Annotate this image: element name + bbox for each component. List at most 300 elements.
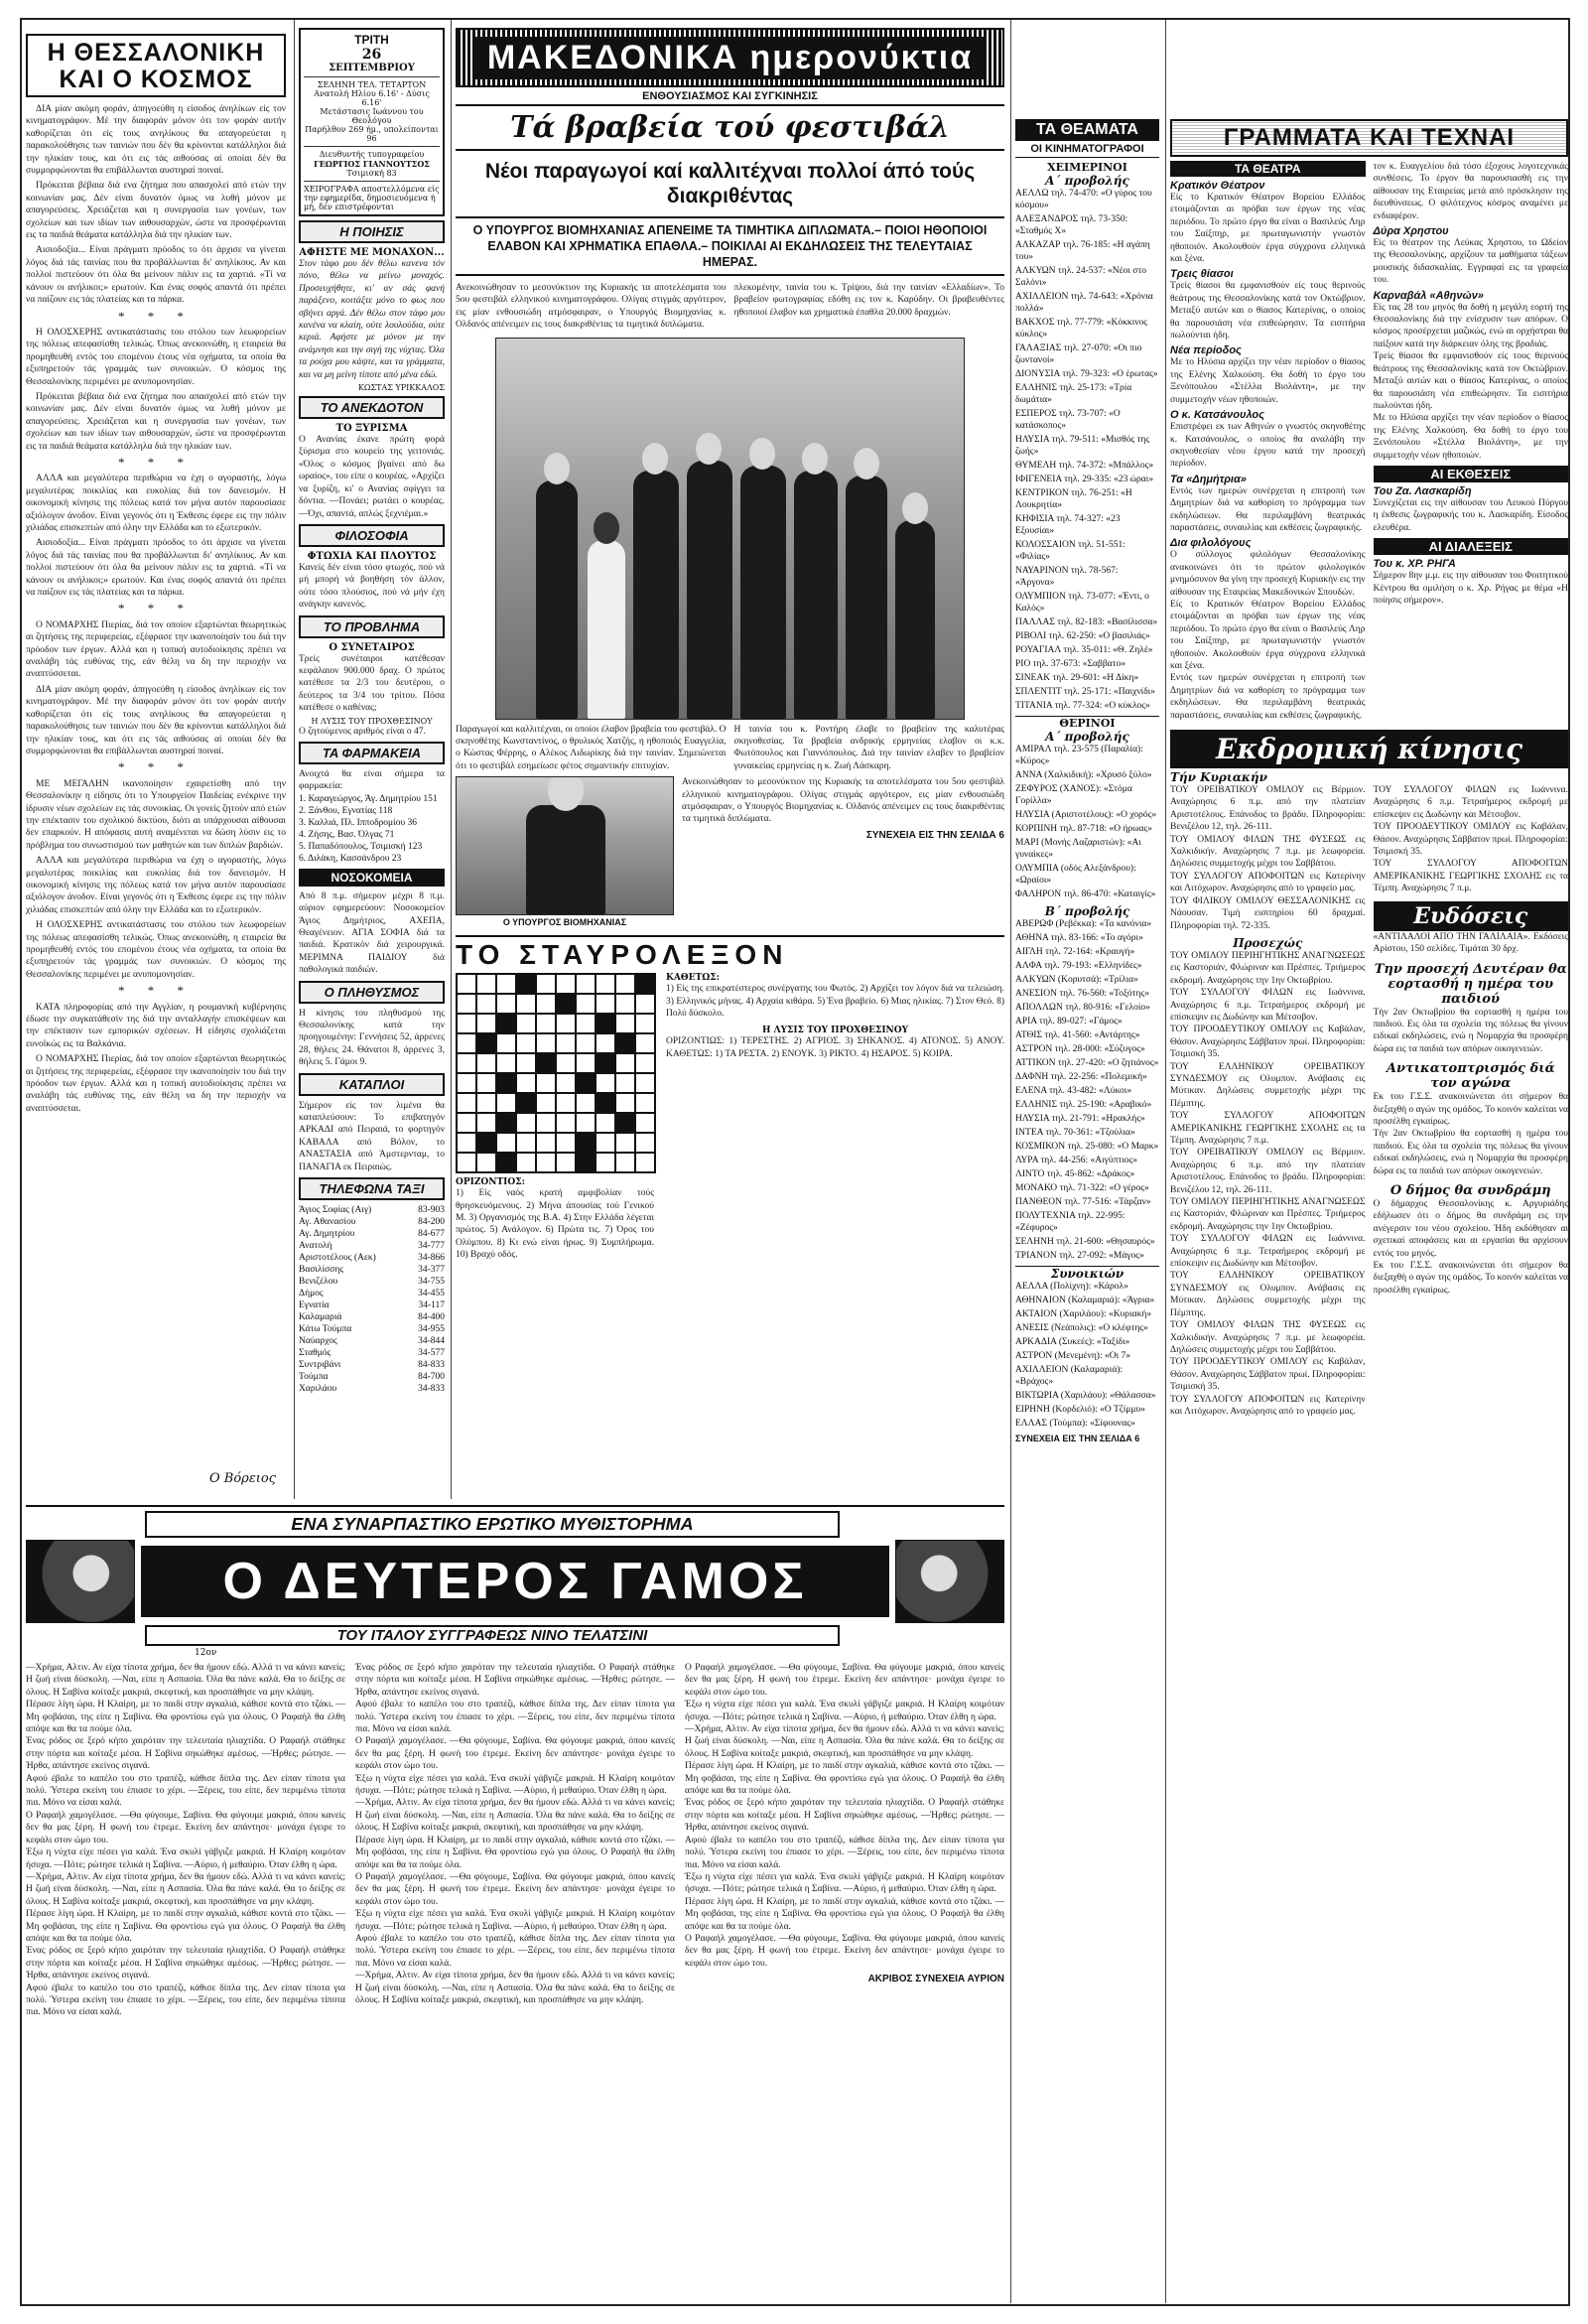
crossword-cell[interactable] bbox=[635, 1014, 655, 1033]
story-continued: ΣΥΝΕΧΕΙΑ ΕΙΣ ΤΗΝ ΣΕΛΙΔΑ 6 bbox=[865, 829, 1004, 841]
taxi-row bbox=[299, 1204, 445, 1216]
crossword-cell bbox=[516, 1093, 536, 1113]
crossword-cell[interactable] bbox=[556, 1133, 576, 1153]
crossword-cell[interactable] bbox=[576, 974, 596, 994]
excursion-item: ΤΟΥ ΣΥΛΛΟΓΟΥ ΑΠΟΦΟΙΤΩΝ εις Κατερίνην και Λιτόχωρον. Αναχώρησις από το γραφείο μας. bbox=[1170, 1394, 1366, 1417]
crossword-cell[interactable] bbox=[496, 1133, 516, 1153]
excursion-item: ΤΟΥ ΟΜΙΛΟΥ ΦΙΛΩΝ ΤΗΣ ΦΥΣΕΩΣ εις Χαλκιδικήν. Αναχώρησις 7 π.μ. με λεωφορεία. Δηλώσεις συμμετοχής μέχρι του Σαββάτου. bbox=[1170, 834, 1366, 870]
excursion-item: ΤΟΥ ΣΥΛΛΟΓΟΥ ΑΠΟΦΟΙΤΩΝ ΑΜΕΡΙΚΑΝΙΚΗΣ ΓΕΩΡΓΙΚΗΣ ΣΧΟΛΗΣ εις τα Τέμπη. Αναχώρησις 7 π.μ. bbox=[1373, 859, 1568, 894]
novel-author: ΤΟΥ ΙΤΑΛΟΥ ΣΥΓΓΡΑΦΕΩΣ ΝΙΝΟ ΤΕΛΑΤΣΙΝΙ bbox=[145, 1625, 840, 1646]
exhibitions-title: ΑΙ ΕΚΘΕΣΕΙΣ bbox=[1374, 466, 1569, 482]
taxi-stand-name: Κάτω Τούμπα bbox=[299, 1324, 352, 1335]
crossword-cell[interactable] bbox=[496, 974, 516, 994]
summer-first-run: Α΄ προβολής bbox=[1045, 730, 1129, 744]
novel-text: —Χρήμα, Αλτιν. Αν είχα τίποτα χρήμα, δεν θα ήμουν εδώ. Αλλά τι να κάνει κανείς; Η ζωή είναι δύσκολη. —Ναι, είπε η Ασπασία. Όλα θα πάνε καλά. Θα το δείξης σε όλους. Η Σαβίνα κοίταξε μακριά, σκεφτική, και προσπάθησε να μην κλάψη. bbox=[685, 1724, 1004, 1759]
population-title: Ο ΠΛΗΘΥΣΜΟΣ bbox=[299, 981, 445, 1004]
cinema-listing: ΣΠΛΕΝΤΙΤ τηλ. 25-171: «Παιχνίδι» bbox=[1015, 687, 1155, 697]
cinema-listing: ΦΑΛΗΡΟΝ τηλ. 86-470: «Καταιγίς» bbox=[1015, 889, 1156, 899]
taxi-phone: 34-755 bbox=[418, 1277, 445, 1288]
left-column bbox=[26, 20, 286, 1499]
crossword-cell[interactable] bbox=[576, 994, 596, 1014]
printer-name: ΓΕΩΡΓΙΟΣ ΓΙΑΝΝΟΥΤΣΟΣ bbox=[314, 159, 430, 169]
arts-text: τον κ. Ευαγγελίου διά τόσο έξοχους λογοτεχνικάς συνθέσεις. Το έργον θα παρουσιασθή εις την αίθουσαν της Εταιρείας μετά από πρόσκλησιν της διευθύνσεως. Ο φιλότεχνος κόσμος αναμένει με ενδιαφέρον. bbox=[1373, 162, 1568, 221]
crossword-cell[interactable] bbox=[516, 1153, 536, 1172]
crossword-cell[interactable] bbox=[496, 1093, 516, 1113]
hospitals-text: Από 8 π.μ. σήμερον μέχρι 8 π.μ. αύριον εφημερεύουν: Νοσοκομείον Άγιος Δημήτριος, ΑΧΕΠΑ, Θεαγένειον. ΑΓΙΑ ΣΟΦΙΑ διά τα παιδιά. Κρατικόν διά χειρουργικά. ΜΕΡΙΜΝΑ ΠΑΙΔΙΟΥ διά παθολογικά παιδιών. bbox=[299, 890, 445, 976]
story-column-3: Παραγωγοί και καλλιτέχναι, οι οποίοι έλαβον βραβεία του φεστιβάλ. Ο σκηνοθέτης Κωνσταντίνος, ο θρυλικός Χατζής, η ηθοποιός Ευαγγελία, ο Κώστας Φέρρης, ο Αλέκος Λιδωρίκης διά την ταινίαν. Σημειώνεται ότι το φεστιβάλ εσημείωσε φέτος σημαντικήν επιτυχίαν. bbox=[456, 724, 727, 771]
crossword-cell[interactable] bbox=[536, 1133, 556, 1153]
moon-phase: ΣΕΛΗΝΗ ΤΕΛ. ΤΕΤΑΡΤΟΝ bbox=[317, 80, 427, 89]
crossword-cell bbox=[496, 1113, 516, 1133]
masthead-banner bbox=[456, 28, 1004, 87]
pharmacy-item: 5. Παπαδόπουλος, Τσιμισκή 123 bbox=[299, 841, 423, 852]
arts-heading: Δύρα Χρηστου bbox=[1373, 225, 1449, 238]
crossword-cell[interactable] bbox=[476, 974, 496, 994]
crossword-cell[interactable] bbox=[457, 1093, 476, 1113]
cinema-listing: ΑΣΤΡΟΝ (Μενεμένη): «Οι 7» bbox=[1015, 1351, 1131, 1361]
taxi-row bbox=[299, 1252, 445, 1264]
cinemas-first-run: Α΄ προβολής bbox=[1045, 174, 1129, 188]
cinema-listing: ΑΘΗΝΑ τηλ. 83-166: «Το αγόρι» bbox=[1015, 933, 1143, 943]
taxi-row bbox=[299, 1276, 445, 1288]
excursion-item: ΤΟΥ ΣΥΛΛΟΓΟΥ ΦΙΛΩΝ εις Ιωάννινα. Αναχώρησις 6 π.μ. Τετραήμερος εκδρομή με επίσκεψιν εις Δωδώνην και Μέτσοβον. bbox=[1170, 988, 1366, 1023]
saint-of-day: Μετάστασις Ιωάννου του Θεολόγου bbox=[320, 107, 424, 125]
crossword-cell[interactable] bbox=[615, 1073, 635, 1093]
editorial-paragraph: ΚΑΤΑ πληροφορίας από την Αγγλίαν, η ρουμανική κυβέρνησις έδωσε την συγκατάθεσίν της διά την ανταλλαγήν επισκέψεων και την επέκτασιν των εμπορικών σχέσεων. Η είδησις σχολιάζεται ευνοϊκώς εις τα Βαλκάνια. bbox=[26, 1002, 286, 1049]
crossword-cell[interactable] bbox=[576, 1053, 596, 1073]
crossword-cell bbox=[576, 1133, 596, 1153]
story-deck: Ο ΥΠΟΥΡΓΟΣ ΒΙΟΜΗΧΑΝΙΑΣ ΑΠΕΝΕΙΜΕ ΤΑ ΤΙΜΗΤΙΚΑ ΔΙΠΛΩΜΑΤΑ.– ΠΟΙΟΙ ΗΘΟΠΟΙΟΙ ΕΛΑΒΟΝ ΚΑΙ ΧΡΗΜΑΤΙΚΑ ΕΠΑΘΛΑ.– ΠΟΙΚΙΛΑΙ ΑΙ ΕΚΔΗΛΩΣΕΙΣ ΤΗΣ ΤΕΛΕΥΤΑΙΑΣ ΗΜΕΡΑΣ. bbox=[456, 216, 1004, 276]
crossword-cell[interactable] bbox=[476, 1093, 496, 1113]
novel-text: —Χρήμα, Αλτιν. Αν είχα τίποτα χρήμα, δεν θα ήμουν εδώ. Αλλά τι να κάνει κανείς; Η ζωή είναι δύσκολη. —Ναι, είπε η Ασπασία. Όλα θα πάνε καλά. Θα το δείξης σε όλους. Η Σαβίνα κοίταξε μακριά, σκεφτική, και προσπάθησε να μην κλάψη. bbox=[26, 1663, 345, 1698]
cinema-listing: ΗΛΥΣΙΑ τηλ. 21-791: «Ηρακλής» bbox=[1015, 1114, 1145, 1124]
cinema-listing: ΑΕΛΛΑ (Πολίχνη): «Κάρολ» bbox=[1015, 1282, 1128, 1292]
taxi-stand-name: Αγ. Δημητρίου bbox=[299, 1229, 355, 1240]
cinema-listing: ΟΛΥΜΠΙΑ (οδός Αλεξάνδρου): «Ωραίοι» bbox=[1015, 864, 1136, 886]
novel-text: —Χρήμα, Αλτιν. Αν είχα τίποτα χρήμα, δεν θα ήμουν εδώ. Αλλά τι να κάνει κανείς; Η ζωή είναι δύσκολη. —Ναι, είπε η Ασπασία. Όλα θα πάνε καλά. Θα το δείξης σε όλους. Η Σαβίνα κοίταξε μακριά, σκεφτική, και προσπάθησε να μην κλάψη. bbox=[26, 1871, 345, 1907]
taxi-stand-name: Σταθμός bbox=[299, 1348, 331, 1359]
novel-illustration-right bbox=[895, 1540, 1004, 1623]
cinema-listing: ΗΛΥΣΙΑ (Αριστοτέλους): «Ο χορός» bbox=[1015, 810, 1157, 820]
crossword-cell[interactable] bbox=[556, 1053, 576, 1073]
sunrise-sunset: Ανατολή Ηλίου 6.16' - Δύσις 6.16' bbox=[314, 89, 430, 107]
novel-text: Αφού έβαλε το καπέλο του στο τραπέζι, κάθισε δίπλα της. Δεν είπαν τίποτα για πολύ. Ύστερα εκείνη του έπιασε το χέρι. —Ξέρεις, του είπε, δεν περιμένω τίποτα πια. Μόνο να είσαι καλά. bbox=[355, 1700, 675, 1735]
taxi-phone: 34-577 bbox=[418, 1348, 445, 1359]
editorial-paragraph: Ο ΝΟΜΑΡΧΗΣ Πιερίας, διά τον οποίον εξαρτώνται θεωρητικώς αι ζητήσεις της περιφερείας, εξέφρασε την ικανοποίησίν του διά την πρόοδον των έργων. Αλλά και η τοπική αυτοδιοίκησις πρέπει να αναλάβη τάς ευθύνας της, εάν θέλη να δη την περιοχήν να αναπτύσσεται. bbox=[26, 619, 286, 680]
crossword-section bbox=[456, 935, 1004, 1261]
wishes-heading: Αντικατοπτρισμός διά τον αγώνα bbox=[1386, 1061, 1555, 1092]
wishes-text: Εκ του Γ.Σ.Σ. ανακοινώνεται ότι σήμερον θα διεξαχθή ο αγών της ομάδος. Το κοινόν καλείται να προσέλθη εγκαίρως. bbox=[1373, 1261, 1568, 1296]
novel-text: Πέρασε λίγη ώρα. Η Κλαίρη, με το παιδί στην αγκαλιά, κάθισε κοντά στο τζάκι. —Μη φοβάσαι, της είπε η Σαβίνα. Θα φροντίσω εγώ για όλους. Ο Ραφαήλ θα έλθη απόψε και θα τα πούμε όλα. bbox=[685, 1896, 1004, 1932]
cinemas-subtitle: ΟΙ ΚΙΝΗΜΑΤΟΓΡΑΦΟΙ bbox=[1015, 141, 1159, 158]
crossword-cell[interactable] bbox=[536, 1073, 556, 1093]
taxi-stand-name: Βασιλίσσης bbox=[299, 1265, 344, 1276]
pharmacy-item: 1. Καραγεώργος, Άγ. Δημητρίου 151 bbox=[299, 793, 438, 804]
summer-cinema-list bbox=[1015, 744, 1159, 900]
taxi-row bbox=[299, 1311, 445, 1323]
cinema-listing: ΙΝΤΕΑ τηλ. 70-361: «Τζούλια» bbox=[1015, 1128, 1135, 1138]
crossword-cell[interactable] bbox=[596, 1073, 615, 1093]
arts-text: Εντός των ημερών συνέρχεται η επιτροπή των Δημητρίων διά να καθορίση το πρόγραμμα των εκδηλώσεων. Θα περιλαμβάνη θεατρικάς παραστάσεις, συναυλίας και εκθέσεις ζωγραφικής. bbox=[1170, 485, 1366, 533]
crossword-cell[interactable] bbox=[536, 974, 556, 994]
cinema-listing: ΑΣΤΡΟΝ τηλ. 28-000: «Σύζυγος» bbox=[1015, 1044, 1145, 1054]
crossword-cell[interactable] bbox=[476, 1014, 496, 1033]
crossword-cell[interactable] bbox=[496, 994, 516, 1014]
editorial-paragraph: Αισιοδοξία... Είναι πράγματι πρόοδος το ότι άρχισε να γίνεται λόγος διά τάς ταινίας που θα προβάλλωνται δι' ανηλίκους. Αν και πολλοί πιστεύουν ότι όλα θα μείνουν πάλιν εις τα χαρτιά. «Τί να κάνουν οι ανήλικοι;» ερωτούν. Και ένας σοφός απαντά ότι πρέπει να παίζουν εις τάς πλατείας και τα πάρκα. bbox=[26, 245, 286, 306]
crossword-cell[interactable] bbox=[457, 1053, 476, 1073]
arts-text: Τρείς θίασοι θα εμφανισθούν είς τους θερινούς θεάτρους της Θεσσαλονίκης κατά τον Οκτώβριον. Μεταξύ αυτών και ο θίασος Κατερίνας, ο οποίος θα παρουσιάση νέα επιθεώρησιν. Τα εισιτήρια πωλούνται ήδη. bbox=[1373, 351, 1568, 411]
cinema-listing: ΑΛΕΞΑΝΔΡΟΣ τηλ. 73-350: «Σταθμός Χ» bbox=[1015, 214, 1128, 236]
cinema-listing: ΝΑΥΑΡΙΝΟΝ τηλ. 78-567: «Άργονα» bbox=[1015, 566, 1119, 588]
editorial-paragraph: Ο ΝΟΜΑΡΧΗΣ Πιερίας, διά τον οποίον εξαρτώνται θεωρητικώς αι ζητήσεις της περιφερείας, εξέφρασε την ικανοποίησίν του διά την πρόοδον των έργων. Αλλά και η τοπική αυτοδιοίκησις πρέπει να αναλάβη τάς ευθύνας της, εάν θέλη να δη την περιοχήν να αναπτύσσεται. bbox=[26, 1054, 286, 1114]
crossword-solution: ΟΡΙΖΟΝΤΙΩΣ: 1) ΤΕΡΕΣΤΗΣ. 2) ΑΓΡΙΟΣ. 3) ΣΗΚΑΝΟΣ. 4) ΑΤΟΝΟΣ. 5) ΑΝΟΥ. ΚΑΘΕΤΩΣ: 1) ΤΑ ΡΕΣΤΑ. 2) ΕΝΟΥΚ. 3) ΡΙΚΤΟ. 4) ΗΣΑΡΟΣ. 5) ΚΟΙΡΑ. bbox=[666, 1036, 1004, 1059]
minister-photo bbox=[456, 776, 674, 915]
minister-photo-caption: Ο ΥΠΟΥΡΓΟΣ ΒΙΟΜΗΧΑΝΙΑΣ bbox=[502, 917, 627, 928]
crossword-cell[interactable] bbox=[516, 994, 536, 1014]
crossword-cell[interactable] bbox=[476, 1073, 496, 1093]
excursions-title: Εκδρομική κίνησις bbox=[1170, 730, 1568, 768]
taxi-row bbox=[299, 1371, 445, 1383]
poem-text: Στον τάφο μου δέν θέλω κανενα τόν πόνο, θέλω να μείνω μοναχός. Προσευχήθητε, κι' αν σάς φανή παράξενο, κοιτάξτε μόνο το φως που σβήνει αργά. Δέν θέλω στον τάφο μου κανένα να κλαίη, ούτε λουλούδια, ούτε κεριά. Αφήστε με μόνον με την ανάμνησι και την σιγή της νύχτας. Όλα τα ρούχα μου κάψτε, και τα γράμματα, και να μη μείνη τίποτε από μένα εδώ. bbox=[299, 259, 445, 380]
crossword-cell bbox=[635, 974, 655, 994]
taxi-stand-name: Ναύαρχος bbox=[299, 1336, 337, 1347]
story-column-4: Η ταινία του κ. Ροντήρη έλαβε το βραβείον της καλυτέρας σκηνοθεσίας. Τα βραβεία ανδρικής ερμηνείας ελαβον οι κ.κ. Φωτόπουλος και Γιαννόπουλος. Διά την ταινίαν ελαβεν το βραβείον γυναικείας ερμηνείας η κ. Ζωή Λάσκαρη. bbox=[733, 724, 1004, 771]
cinema-listing: ΤΙΤΑΝΙΑ τηλ. 77-324: «Ο κύκλος» bbox=[1015, 701, 1150, 711]
crossword-cell[interactable] bbox=[457, 1133, 476, 1153]
taxi-row bbox=[299, 1323, 445, 1335]
crossword-cell[interactable] bbox=[457, 994, 476, 1014]
crossword-cell[interactable] bbox=[476, 1113, 496, 1133]
crossword-cell[interactable] bbox=[556, 1113, 576, 1133]
crossword-cell[interactable] bbox=[496, 1033, 516, 1053]
editorial-paragraph: Η ΟΛΟΣΧΕΡΗΣ αντικατάστασις του στόλου των λεωφορείων της πόλεως απεφασίσθη τελικώς. Όπως ανεκοινώθη, η εταιρεία θα προμηθευθή εντός του επομένου έτους νέα οχήματα, τα οποία θα εξυπηρετούν τάς γραμμάς των συνοικιών. Ο κόσμος της Θεσσαλονίκης περιμένει με ανυπομονησίαν. bbox=[26, 920, 286, 980]
cinema-listing: ΓΑΛΑΞΙΑΣ τηλ. 27-070: «Οι πιο ζωντανοί» bbox=[1015, 343, 1142, 365]
poem-author: ΚΩΣΤΑΣ ΥΡΙΚΚΑΛΟΣ bbox=[357, 383, 445, 393]
novel-text: Ο Ραφαήλ χαμογέλασε. —Θα φύγουμε, Σαβίνα. Θα φύγουμε μακριά, όπου κανείς δεν θα μας ξέρη. Η φωνή του έτρεμε. Εκείνη δεν απάντησε· μονάχα έγειρε το κεφάλι στον ώμο του. bbox=[685, 1933, 1004, 1969]
crossword-down-title: ΚΑΘΕΤΩΣ: bbox=[666, 973, 720, 984]
cinema-listing: ΕΙΡΗΝΗ (Κορδελιό): «Ο Τζίμμυ» bbox=[1015, 1405, 1145, 1415]
crossword-cell[interactable] bbox=[457, 1113, 476, 1133]
cinema-listing: ΑΤΘΙΣ τηλ. 41-560: «Αντάρτης» bbox=[1015, 1030, 1140, 1040]
arts-heading: Τα «Δημήτρια» bbox=[1170, 473, 1247, 485]
arts-text: Είς το Κρατικόν Θέατρον Βορείου Ελλάδος ετοιμάζονται αι πρόβαι των έργων της νέας περιόδου. Το πρώτο έργο θα είναι ο Βασιλεύς Ληρ του Σαίξπηρ, με πρωταγωνιστήν γνωστόν ηθοποιόν. Ακολουθούν έργα σύγχρονα ελληνικά και ξένα. bbox=[1170, 599, 1366, 671]
excursion-item: ΤΟΥ ΠΡΟΟΔΕΥΤΙΚΟΥ ΟΜΙΛΟΥ εις Καβάλαν, Θάσον. Αναχώρησις Σάββατον πρωί. Πληροφορίαι: Τσιμισκή 35. bbox=[1170, 1357, 1366, 1393]
taxi-phone: 34-117 bbox=[418, 1300, 445, 1311]
arts-text: Σήμερον 8ην μ.μ. εις την αίθουσαν του Φοιτητικού Κέντρου θα ομιλήση ο κ. Χρ. Ρήγας με θέμα «Η ποίησις σήμερον». bbox=[1373, 571, 1568, 606]
novel-text: Αφού έβαλε το καπέλο του στο τραπέζι, κάθισε δίπλα της. Δεν είπαν τίποτα για πολύ. Ύστερα εκείνη του έπιασε το χέρι. —Ξέρεις, του είπε, δεν περιμένω τίποτα πια. Μόνο να είσαι καλά. bbox=[26, 1773, 345, 1809]
taxi-stand-name: Αγ. Αθανασίου bbox=[299, 1217, 356, 1228]
cinema-listing: ΑΛΚΥΩΝ (Κορυτσά): «Τρίλια» bbox=[1015, 975, 1138, 985]
excursion-item: ΤΟΥ ΠΡΟΟΔΕΥΤΙΚΟΥ ΟΜΙΛΟΥ εις Καβάλαν, Θάσον. Αναχώρησις Σάββατον πρωί. Πληροφορίαι: Τσιμισκή 35. bbox=[1373, 822, 1568, 858]
crossword-cell bbox=[536, 1053, 556, 1073]
arts-title: ΓΡΑΜΜΑΤΑ ΚΑΙ ΤΕΧΝΑΙ bbox=[1223, 124, 1516, 151]
cinema-listing: ΣΕΛΗΝΗ τηλ. 21-600: «Θησαυρός» bbox=[1015, 1237, 1155, 1247]
crossword-cell[interactable] bbox=[457, 1014, 476, 1033]
cinema-listing: ΕΛΛΑΣ (Τούμπα): «Σίφουνας» bbox=[1015, 1419, 1135, 1429]
cinema-listing: ΑΙΓΛΗ τηλ. 72-164: «Κραυγή» bbox=[1015, 947, 1135, 957]
date-day: ΤΡΙΤΗ bbox=[354, 33, 389, 47]
crossword-cell[interactable] bbox=[635, 994, 655, 1014]
pharmacy-item: 4. Ζήσης, Βασ. Όλγας 71 bbox=[299, 829, 395, 840]
taxi-phone: 34-377 bbox=[418, 1265, 445, 1276]
cinema-listing: ΛΙΝΤΟ τηλ. 45-862: «Δράκος» bbox=[1015, 1169, 1135, 1179]
cinema-listing: ΕΛΕΝΑ τηλ. 43-482: «Λύκοι» bbox=[1015, 1086, 1132, 1096]
cinema-listing: ΜΑΡΙ (Μονής Λαζαριστών): «Αι γυναίκες» bbox=[1015, 838, 1141, 860]
novel-continued: ΑΚΡΙΒΟΣ ΣΥΝΕΧΕΙΑ ΑΥΡΙΟΝ bbox=[867, 1974, 1004, 1985]
crossword-cell[interactable] bbox=[576, 1033, 596, 1053]
award-photo bbox=[495, 338, 965, 720]
crossword-cell[interactable] bbox=[596, 1153, 615, 1172]
story-subhead: Νέοι παραγωγοί καί καλλιτέχναι πολλοί άπό τούς διακριθέντας bbox=[484, 160, 976, 207]
taxi-stand-name: Ανατολή bbox=[299, 1241, 332, 1252]
cinema-listing: ΑΝΕΣΙΣ (Νεάπολις): «Ο κλέφτης» bbox=[1015, 1323, 1148, 1333]
population-text: Η κίνησις του πληθυσμού της Θεσσαλονίκης κατά την προηγουμένην: Γεννήσεις 52, άρρενες 28, θήλεις 24. Θάνατοι 8, άρρενες 3, θήλεις 5. Γάμοι 9. bbox=[299, 1008, 445, 1068]
taxi-row bbox=[299, 1264, 445, 1276]
crossword-cell[interactable] bbox=[516, 1113, 536, 1133]
cinema-listing: ΖΕΦΥΡΟΣ (ΧΑΝΟΣ): «Στόμα Γορίλλα» bbox=[1015, 784, 1132, 806]
novel-text: Ο Ραφαήλ χαμογέλασε. —Θα φύγουμε, Σαβίνα. Θα φύγουμε μακριά, όπου κανείς δεν θα μας ξέρη. Η φωνή του έτρεμε. Εκείνη δεν απάντησε· μονάχα έγειρε το κεφάλι στον ώμο του. bbox=[355, 1871, 675, 1907]
crossword-cell[interactable] bbox=[476, 994, 496, 1014]
crossword-cell[interactable] bbox=[556, 1073, 576, 1093]
center-column bbox=[451, 20, 1004, 1499]
cinemas-title: ΤΑ ΘΕΑΜΑΤΑ bbox=[1015, 119, 1159, 141]
novel-part: 12ον bbox=[195, 1648, 217, 1658]
crossword-cell[interactable] bbox=[635, 1053, 655, 1073]
excursion-item: ΤΟΥ ΣΥΛΛΟΓΟΥ ΦΙΛΩΝ εις Ιωάννινα. Αναχώρησις 6 π.μ. Τετραήμερος εκδρομή με επίσκεψιν εις Δωδώνην και Μέτσοβον. bbox=[1170, 1234, 1366, 1270]
pharmacy-item: 3. Καλλιά, Πλ. Ιπποδρομίου 36 bbox=[299, 817, 418, 828]
arts-heading: Κρατικόν Θέατρον bbox=[1170, 180, 1265, 192]
crossword-grid[interactable] bbox=[456, 973, 656, 1173]
editorial-paragraph: ΔΙΑ μίαν ακόμη φοράν, άπηγοεύθη η είσοδος άνηλίκων είς τον κινηματογράφον. Μέ την διαφοράν μόνον ότι τον φοράν αυτήν καθορίζεται ότι είς τους ανηλίκους θα απαγορεύεται η παρακολούθησις των ταινιών που δέν θα κρίνονται κατάλληλοι διά την ηλικίαν τους, και ότι εις τάς αιθούσας αί οποίαι δέν θα συμμορφώνονται θα επιβάλλωνται αυστηραί ποιναί. bbox=[26, 684, 286, 756]
crossword-cell[interactable] bbox=[536, 994, 556, 1014]
story-column-1: Ανεκοινώθησαν το μεσονύκτιον της Κυριακής τα αποτελέσματα του 5ου φεστιβάλ ελληνικού κινηματογράφου. Ολίγας στιγμάς αργότερον, εις μίαν ενθουσιώδη ατμόσφαιραν, ο Υπουργός Βιομηχανίας κ. Ολδανός απένειμεν εις τους διακριθέντας τα τιμητικά διπλώματα. bbox=[456, 283, 727, 331]
novel-text: Ένας ρόδος σε ξερό κήπο χαιρόταν την τελευταία ηλιαχτίδα. Ο Ραφαήλ στάθηκε στην πόρτα και κοίταξε μέσα. Η Σαβίνα σηκώθηκε αμέσως. —Ήρθες; ρώτησε. —Ήρθα, απάντησε εκείνος σιγανά. bbox=[685, 1798, 1004, 1834]
crossword-cell[interactable] bbox=[596, 1133, 615, 1153]
crossword-across-clues: 1) Είς ναός κρατή αμφιβολίαν τούς θρησκευόμενους. 2) Μήνα άπουσίας τού Γενικού Μ. 3) Οργανισμός της Β.Α. 4) Στην Ελλάδα λέγεται πρώτος. 5) Ανάλογον. 6) Πρώτα τις. 7) Όρος του Ολύμπου. 8) Κι ενώ είναι ήρως. 9) Συμπλήρωμα. 10) Βραχύ οδός. bbox=[456, 1188, 654, 1261]
wishes-text: Τήν 2αν Οκτωβρίου θα εορτασθή η ημέρα του παιδιού. Εις όλα τα σχολεία της πόλεως θα γίνουν ειδικαί εκδηλώσεις, ενώ η Νομαρχία θα προσφέρη δώρα εις τα παιδιά των απόρων οικογενειών. bbox=[1373, 1007, 1568, 1054]
wishes-text: «ΑΝΤΙΛΑΛΟΙ ΑΠΟ ΤΗΝ ΓΑΛΙΛΑΙΑ». Εκδόσεις Αρίστου, 150 σελίδες. Τιμάται 30 δρχ. bbox=[1373, 931, 1568, 955]
crossword-cell[interactable] bbox=[457, 1033, 476, 1053]
crossword-cell[interactable] bbox=[615, 974, 635, 994]
crossword-cell[interactable] bbox=[635, 1113, 655, 1133]
philosophy-text: Κανείς δέν είναι τόσο φτωχός, πού νά μή μπορή νά βοηθήση τόν άλλον, ούτε τόσο πλούσιος, πού νά μήν έχη ανάγκην κανενός. bbox=[299, 562, 445, 611]
anecdote-title: ΤΟ ΑΝΕΚΔΟΤΟΝ bbox=[299, 396, 445, 419]
novel-text: Ένας ρόδος σε ξερό κήπο χαιρόταν την τελευταία ηλιαχτίδα. Ο Ραφαήλ στάθηκε στην πόρτα και κοίταξε μέσα. Η Σαβίνα σηκώθηκε αμέσως. —Ήρθες; ρώτησε. —Ήρθα, απάντησε εκείνος σιγανά. bbox=[26, 1736, 345, 1772]
cinema-listing: ΑΤΤΙΚΟΝ τηλ. 27-420: «Ο ζητιάνος» bbox=[1015, 1058, 1159, 1068]
story-headline: Τά βραβεία τού φεστιβάλ bbox=[456, 104, 1004, 151]
taxi-stand-name: Καλαμαριά bbox=[299, 1312, 342, 1323]
crossword-cell[interactable] bbox=[556, 1033, 576, 1053]
story-column-5: Ανεκοινώθησαν το μεσονύκτιον της Κυριακής τα αποτελέσματα του 5ου φεστιβάλ ελληνικού κινηματογράφου. Ολίγας στιγμάς αργότερον, εις μίαν ενθουσιώδη ατμόσφαιραν, ο Υπουργός Βιομηχανίας κ. Ολδανός απένειμεν εις τους διακριθέντας τα τιμητικά διπλώματα. bbox=[682, 777, 1004, 825]
taxi-phone: 34-455 bbox=[418, 1289, 445, 1299]
crossword-cell[interactable] bbox=[596, 994, 615, 1014]
cinema-listing: ΕΛΛΗΝΙΣ τηλ. 25-190: «Αραβικό» bbox=[1015, 1100, 1152, 1110]
crossword-cell[interactable] bbox=[596, 1113, 615, 1133]
story-column-2: πλεκομένην, ταινία του κ. Τρίψου, διά την ταινίαν «Ελλαδίων». Το βραβείον φωτογραφίας εδόθη εις τον κ. Καρύδην. Οι βραβευθέντες ηθοποιοί έλαβον και χρηματικά έπαθλα 20.000 δραχμών. bbox=[733, 283, 1004, 318]
crossword-cell[interactable] bbox=[556, 1014, 576, 1033]
crossword-cell[interactable] bbox=[576, 1014, 596, 1033]
crossword-cell[interactable] bbox=[457, 1153, 476, 1172]
arts-heading: Νέα περίοδος bbox=[1170, 344, 1242, 357]
cinemas-second-run: Β΄ προβολής bbox=[1044, 904, 1130, 918]
crossword-cell[interactable] bbox=[635, 1073, 655, 1093]
excursion-item: ΤΟΥ ΟΜΙΛΟΥ ΦΙΛΩΝ ΤΗΣ ΦΥΣΕΩΣ εις Χαλκιδικήν. Αναχώρησις 7 π.μ. με λεωφορεία. Δηλώσεις συμμετοχής μέχρι του Σαββάτου. bbox=[1170, 1320, 1366, 1355]
crossword-cell[interactable] bbox=[635, 1133, 655, 1153]
crossword-cell bbox=[576, 1073, 596, 1093]
story-kicker: ΕΝΘΟΥΣΙΑΣΜΟΣ ΚΑΙ ΣΥΓΚΙΝΗΣΙΣ bbox=[642, 90, 818, 102]
taxi-phone: 34-955 bbox=[418, 1324, 445, 1335]
novel-text: Ο Ραφαήλ χαμογέλασε. —Θα φύγουμε, Σαβίνα. Θα φύγουμε μακριά, όπου κανείς δεν θα μας ξέρη. Η φωνή του έτρεμε. Εκείνη δεν απάντησε· μονάχα έγειρε το κεφάλι στον ώμο του. bbox=[355, 1736, 675, 1772]
philosophy-subtitle: ΦΤΩΧΙΑ ΚΑΙ ΠΛΟΥΤΟΣ bbox=[307, 550, 437, 562]
problem-answer-title: Η ΛΥΣΙΣ ΤΟΥ ΠΡΟΧΘΕΣΙΝΟΥ bbox=[311, 716, 433, 726]
novel-text: —Χρήμα, Αλτιν. Αν είχα τίποτα χρήμα, δεν θα ήμουν εδώ. Αλλά τι να κάνει κανείς; Η ζωή είναι δύσκολη. —Ναι, είπε η Ασπασία. Όλα θα πάνε καλά. Θα το δείξης σε όλους. Η Σαβίνα κοίταξε μακριά, σκεφτική, και προσπάθησε να μην κλάψη. bbox=[355, 1971, 675, 2005]
cinema-listing: ΔΙΟΝΥΣΙΑ τηλ. 79-323: «Ο έρωτας» bbox=[1015, 369, 1158, 379]
crossword-cell[interactable] bbox=[576, 1113, 596, 1133]
arts-text: Είς τας 28 του μηνός θα δοθή η μεγάλη εορτή της Θεσσαλονίκης διά την ενίσχυσιν των απόρων. Ο κόσμος προσέρχεται μαζικώς, ενώ αι ορχήστραι θα παίξουν κατά την διάρκειαν όλης της βραδιάς. bbox=[1373, 302, 1568, 349]
poem-title: ΑΦΗΣΤΕ ΜΕ ΜΟΝΑΧΟΝ... bbox=[299, 247, 445, 258]
crossword-cell[interactable] bbox=[635, 1153, 655, 1172]
novel-text: Έξω η νύχτα είχε πέσει για καλά. Ένα σκυλί γάβγιζε μακριά. Η Κλαίρη κοιμόταν ήσυχα. —Πότε; ρώτησε τελικά η Σαβίνα. —Αύριο, ή μεθαύριο. Όταν έλθη η ώρα. bbox=[685, 1871, 1004, 1895]
arts-banner bbox=[1170, 119, 1568, 157]
crossword-cell[interactable] bbox=[516, 1014, 536, 1033]
crossword-cell[interactable] bbox=[457, 1073, 476, 1093]
excursions-upcoming: Προσεχώς bbox=[1233, 935, 1303, 950]
anecdote-text: Ο Ανανίας έκανε πρώτη φορά ξύρισμα στο κουρείο της γειτονιάς. «Όλος ο κόσμος βγαίνει από δω ωραίος», του είπε ο κουρέας. «Αρχίζει να ξυρίζη, κι' ο Ανανίας σφίγγει τα δόντια. —Πονάει; ρωτάει ο κουρέας. —Όχι, απαντά, απλώς ξεχνιέμαι.» bbox=[299, 435, 445, 519]
taxi-list bbox=[299, 1204, 445, 1395]
problem-answer: Ο ζητούμενος αριθμός είναι ο 47. bbox=[299, 726, 426, 737]
taxi-row bbox=[299, 1335, 445, 1347]
novel-section bbox=[26, 1505, 1004, 2304]
crossword-cell bbox=[576, 1153, 596, 1172]
cinema-listing: ΑΜΙΡΑΛ τηλ. 23-575 (Παραλία): «Κύρος» bbox=[1015, 745, 1143, 766]
crossword-across-title: ΟΡΙΖΟΝΤΙΟΣ: bbox=[456, 1177, 525, 1188]
printer-label: Διευθυντής τυπογραφείου bbox=[319, 150, 425, 159]
taxi-phone: 83-903 bbox=[418, 1205, 445, 1216]
crossword-cell[interactable] bbox=[536, 1153, 556, 1172]
crossword-cell[interactable] bbox=[556, 1153, 576, 1172]
taxi-stand-name: Βενιζέλου bbox=[299, 1277, 338, 1288]
cinema-listing: ΗΛΥΣΙΑ τηλ. 79-511: «Μισθός της ζωής» bbox=[1015, 435, 1150, 457]
crossword-cell[interactable] bbox=[596, 974, 615, 994]
anecdote-subtitle: ΤΟ ΞΥΡΙΣΜΑ bbox=[335, 423, 408, 435]
cinema-listing: ΑΘΗΝΑΙΟΝ (Καλαμαριά): «Άγρια» bbox=[1015, 1296, 1155, 1305]
taxi-stand-name: Τούμπα bbox=[299, 1372, 329, 1383]
pharmacy-item: 6. Διλάκη, Κασσάνδρου 23 bbox=[299, 853, 402, 864]
novel-text: Πέρασε λίγη ώρα. Η Κλαίρη, με το παιδί στην αγκαλιά, κάθισε κοντά στο τζάκι. —Μη φοβάσαι, της είπε η Σαβίνα. Θα φροντίσω εγώ για όλους. Ο Ραφαήλ θα έλθη απόψε και θα τα πούμε όλα. bbox=[26, 1700, 345, 1735]
taxi-stand-name: Συντριβάνι bbox=[299, 1360, 341, 1371]
crossword-cell[interactable] bbox=[516, 1053, 536, 1073]
novel-text: Έξω η νύχτα είχε πέσει για καλά. Ένα σκυλί γάβγιζε μακριά. Η Κλαίρη κοιμόταν ήσυχα. —Πότε; ρώτησε τελικά η Σαβίνα. —Αύριο, ή μεθαύριο. Όταν έλθη η ώρα. bbox=[685, 1700, 1004, 1722]
crossword-cell[interactable] bbox=[615, 1153, 635, 1172]
cinema-listing: ΡΟΥΑΓΙΑΛ τηλ. 35-011: «Θ. Ζηλέ» bbox=[1015, 645, 1153, 655]
taxi-phone: 34-777 bbox=[418, 1241, 445, 1252]
crossword-cell[interactable] bbox=[635, 1093, 655, 1113]
excursion-item: ΤΟΥ ΣΥΛΛΟΓΟΥ ΑΠΟΦΟΙΤΩΝ εις Κατερίνην και Λιτόχωρον. Αναχώρησις από το γραφείο μας. bbox=[1170, 871, 1366, 894]
crossword-cell[interactable] bbox=[476, 1153, 496, 1172]
novel-illustration-left bbox=[26, 1540, 135, 1623]
crossword-cell[interactable] bbox=[615, 1053, 635, 1073]
crossword-cell[interactable] bbox=[457, 974, 476, 994]
crossword-cell[interactable] bbox=[496, 1053, 516, 1073]
separator-stars: * * * bbox=[118, 454, 194, 470]
taxi-phone: 34-833 bbox=[418, 1384, 445, 1395]
crossword-cell[interactable] bbox=[596, 1033, 615, 1053]
crossword-cell[interactable] bbox=[516, 1073, 536, 1093]
crossword-cell[interactable] bbox=[556, 974, 576, 994]
taxi-phone: 84-677 bbox=[418, 1229, 445, 1240]
crossword-cell[interactable] bbox=[615, 1093, 635, 1113]
taxi-row bbox=[299, 1359, 445, 1371]
arts-text: Επιστρέφει εκ των Αθηνών ο γνωστός σκηνοθέτης κ. Κατσάνουλος, ο οποίος θα αναλάβη την σκηνοθεσίαν νέου έργου κατά την προσεχή περίοδον. bbox=[1170, 422, 1366, 470]
taxi-phone: 34-866 bbox=[418, 1253, 445, 1264]
novel-text: Αφού έβαλε το καπέλο του στο τραπέζι, κάθισε δίπλα της. Δεν είπαν τίποτα για πολύ. Ύστερα εκείνη του έπιασε το χέρι. —Ξέρεις, του είπε, δεν περιμένω τίποτα πια. Μόνο να είσαι καλά. bbox=[685, 1835, 1004, 1870]
crossword-cell bbox=[556, 994, 576, 1014]
crossword-cell[interactable] bbox=[536, 1093, 556, 1113]
crossword-cell[interactable] bbox=[536, 1113, 556, 1133]
crossword-cell bbox=[496, 1073, 516, 1093]
cinema-listing: ΠΟΛΥΤΕΧΝΙΑ τηλ. 22-995: «Ζέφυρος» bbox=[1015, 1211, 1125, 1233]
novel-text: Ο Ραφαήλ χαμογέλασε. —Θα φύγουμε, Σαβίνα. Θα φύγουμε μακριά, όπου κανείς δεν θα μας ξέρη. Η φωνή του έτρεμε. Εκείνη δεν απάντησε· μονάχα έγειρε το κεφάλι στον ώμο του. bbox=[685, 1663, 1004, 1698]
cinema-listing: ΑΛΦΑ τηλ. 79-193: «Ελληνίδες» bbox=[1015, 961, 1142, 971]
crossword-cell[interactable] bbox=[516, 1033, 536, 1053]
crossword-cell bbox=[596, 1093, 615, 1113]
crossword-cell[interactable] bbox=[536, 1014, 556, 1033]
taxi-stand-name: Εγνατία bbox=[299, 1300, 330, 1311]
cinema-listing: ΠΑΝΘΕΟΝ τηλ. 77-516: «Τάρζαν» bbox=[1015, 1197, 1151, 1207]
editorial-signature: Ο Βόρειος bbox=[209, 1471, 276, 1486]
crossword-cell[interactable] bbox=[615, 1014, 635, 1033]
editorial-paragraph: Η ΟΛΟΣΧΕΡΗΣ αντικατάστασις του στόλου των λεωφορείων της πόλεως απεφασίσθη τελικώς. Όπως ανεκοινώθη, η εταιρεία θα προμηθευθή εντός του επομένου έτους νέα οχήματα, τα οποία θα εξυπηρετούν τάς γραμμάς των συνοικιών. Ο κόσμος της Θεσσαλονίκης περιμένει με ανυπομονησίαν. bbox=[26, 327, 286, 387]
crossword-cell[interactable] bbox=[635, 1033, 655, 1053]
arts-heading: Του Ζα. Λασκαρίδη bbox=[1373, 484, 1472, 497]
crossword-cell bbox=[476, 1033, 496, 1053]
crossword-cell[interactable] bbox=[556, 1093, 576, 1113]
arts-text: Με το Ηλύσια αρχίζει την νέαν περίοδον ο θίασος της Ελένης Χαλκούση. Θα δοθή το έργο του Ξενόπουλου «Στέλλα Βιολάντη», με την συμμετοχήν νέων ηθοποιών. bbox=[1170, 357, 1366, 405]
cinema-listing: ΑΒΕΡΩΦ (Ρεβέκκα): «Τα κανόνια» bbox=[1015, 919, 1152, 929]
taxi-stand-name: Δήμος bbox=[299, 1289, 324, 1299]
arts-heading: Τρεις θίασοι bbox=[1170, 268, 1234, 281]
crossword-cell bbox=[596, 1053, 615, 1073]
crossword-cell[interactable] bbox=[516, 1133, 536, 1153]
cinema-listing: ΕΣΠΕΡΟΣ τηλ. 73-707: «Ο κατάσκοπος» bbox=[1015, 409, 1121, 431]
novel-text: Έξω η νύχτα είχε πέσει για καλά. Ένα σκυλί γάβγιζε μακριά. Η Κλαίρη κοιμόταν ήσυχα. —Πότε; ρώτησε τελικά η Σαβίνα. —Αύριο, ή μεθαύριο. Όταν έλθη η ώρα. bbox=[26, 1847, 345, 1870]
crossword-cell[interactable] bbox=[476, 1053, 496, 1073]
editorial-title: Η ΘΕΣΣΑΛΟΝΙΚΗ ΚΑΙ Ο ΚΟΣΜΟΣ bbox=[47, 39, 265, 93]
taxi-stand-name: Άγιος Σοφίας (Αιγ) bbox=[299, 1205, 372, 1216]
taxi-phone: 34-844 bbox=[418, 1336, 445, 1347]
cinema-listing: ΑΛΚΑΖΑΡ τηλ. 76-185: «Η αγάπη του» bbox=[1015, 240, 1150, 262]
masthead-title: ΜΑΚΕΔΟΝΙΚΑ ημερονύκτια bbox=[475, 37, 985, 79]
crossword-cell[interactable] bbox=[536, 1033, 556, 1053]
taxi-row bbox=[299, 1228, 445, 1240]
crossword-cell[interactable] bbox=[576, 1093, 596, 1113]
crossword-cell bbox=[596, 1014, 615, 1033]
cinema-listing: ΒΙΚΤΩΡΙΑ (Χαριλάου): «Θάλασσα» bbox=[1015, 1391, 1156, 1401]
crossword-cell[interactable] bbox=[615, 994, 635, 1014]
cinema-listing: ΛΥΡΑ τηλ. 44-256: «Αιγύπτιος» bbox=[1015, 1156, 1138, 1165]
crossword-cell[interactable] bbox=[615, 1133, 635, 1153]
days-remaining: Παρήλθον 269 ήμ., υπολείπονται 96 bbox=[305, 125, 439, 143]
cinemas-column bbox=[1010, 20, 1159, 2303]
excursion-item: ΤΟΥ ΦΙΛΙΚΟΥ ΟΜΙΛΟΥ ΘΕΣΣΑΛΟΝΙΚΗΣ εις Νάουσαν. Τιμή εισιτηρίου 60 δραχμαί. Πληροφορίαι τηλ. 72-335. bbox=[1170, 895, 1366, 931]
wishes-title: Ευδόσεις bbox=[1374, 901, 1569, 931]
cinema-listing: ΑΝΝΑ (Χαλκιδική): «Χρυσό ξύλο» bbox=[1015, 770, 1152, 780]
cinemas-summer: ΘΕΡΙΝΟΙ bbox=[1015, 716, 1159, 730]
suburb-cinema-list bbox=[1015, 1281, 1159, 1430]
info-column bbox=[294, 20, 445, 1499]
problem-subtitle: Ο ΣΥΝΕΤΑΙΡΟΣ bbox=[329, 641, 415, 653]
cinemas-continued: ΣΥΝΕΧΕΙΑ ΕΙΣ ΤΗΝ ΣΕΛΙΔΑ 6 bbox=[1015, 1434, 1140, 1443]
